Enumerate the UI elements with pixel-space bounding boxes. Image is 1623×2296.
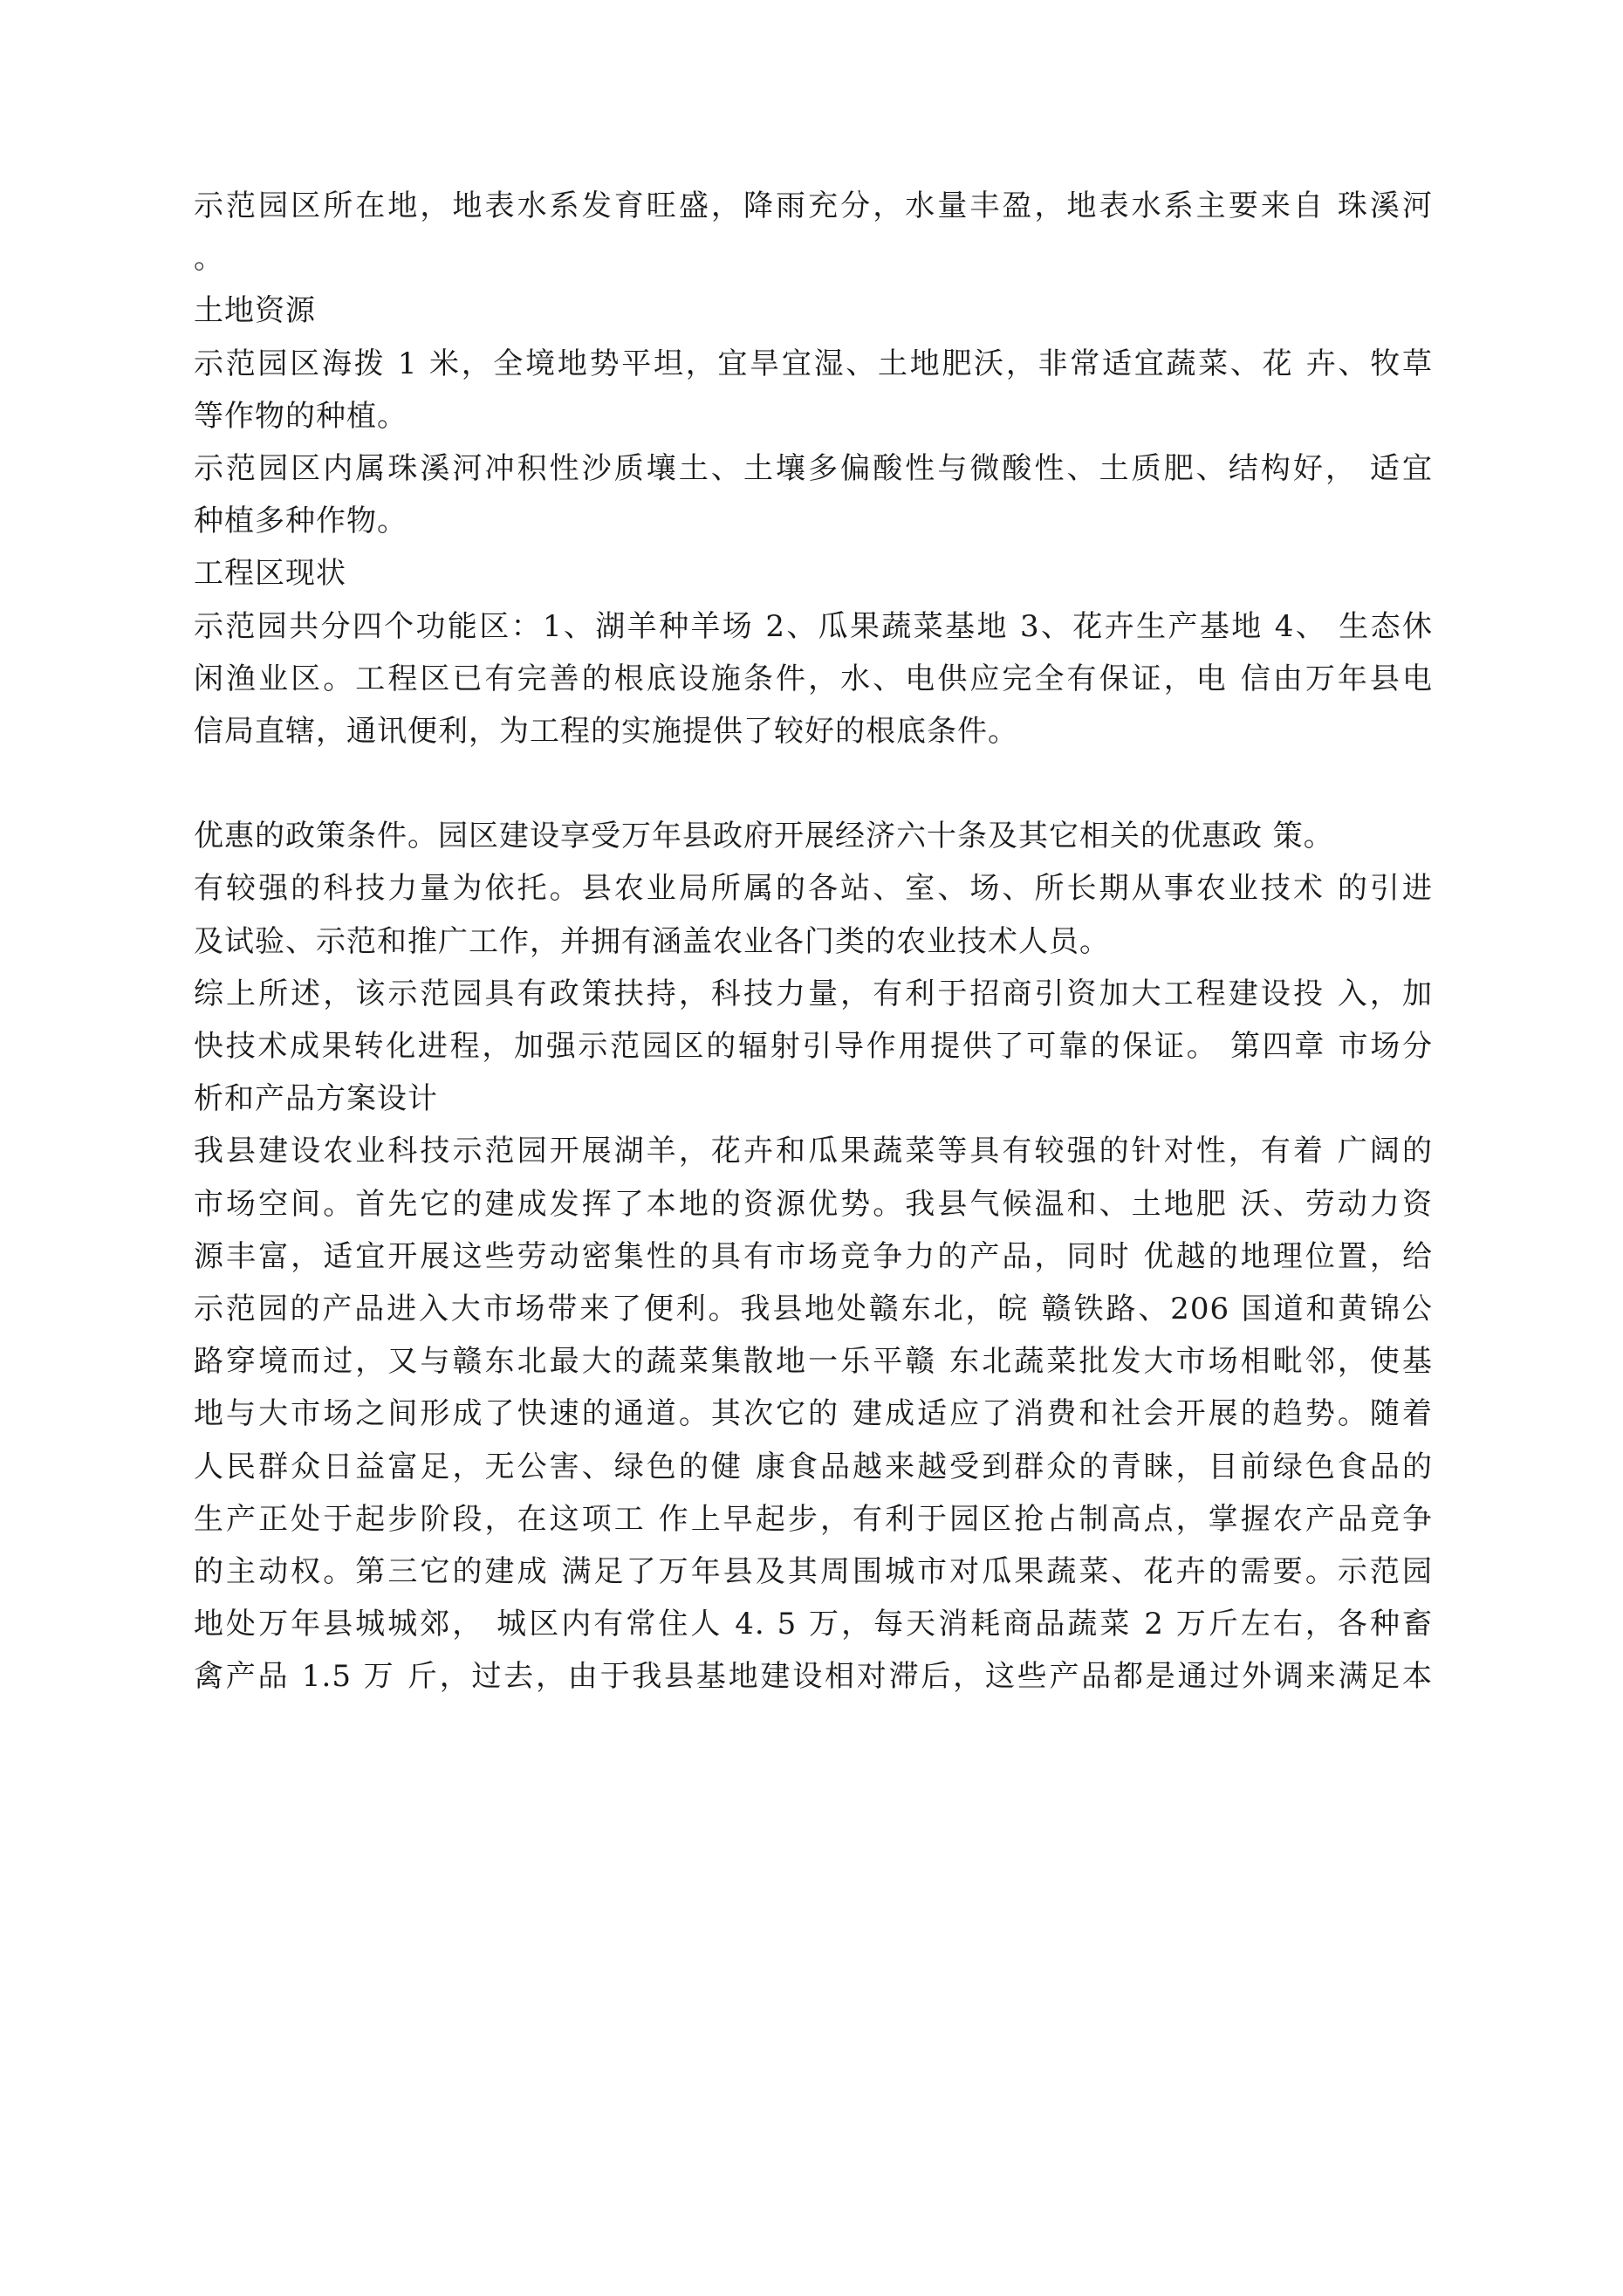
text-line: 源丰富，适宜开展这些劳动密集性的具有市场竞争力的产品，同时 优越的地理位置，给	[194, 1238, 1433, 1274]
text-line: 我县建设农业科技示范园开展湖羊，花卉和瓜果蔬菜等具有较强的针对性，有着 广阔的	[194, 1134, 1433, 1169]
text-line: 示范园的产品进入大市场带来了便利。我县地处赣东北，皖 赣铁路、206 国道和黄锦公	[194, 1291, 1433, 1326]
text-line: 示范园区海拨 1 米，全境地势平坦，宜旱宜湿、土地肥沃，非常适宜蔬菜、花 卉、牧草	[194, 346, 1433, 381]
text-line: 优惠的政策条件。园区建设享受万年县政府开展经济六十条及其它相关的优惠政 策。	[194, 819, 1334, 854]
text-line: 禽产品 1.5 万 斤，过去，由于我县基地建设相对滞后，这些产品都是通过外调来满足本	[194, 1659, 1433, 1695]
text-line: 种植多种作物。	[194, 504, 407, 539]
text-line: 及试验、示范和推广工作，并拥有涵盖农业各门类的农业技术人员。	[194, 923, 1110, 959]
text-line: 工程区现状	[194, 556, 346, 592]
text-line: 地处万年县城城郊， 城区内有常住人 4. 5 万，每天消耗商品蔬菜 2 万斤左右，各种畜	[194, 1607, 1433, 1642]
text-line: 市场空间。首先它的建成发挥了本地的资源优势。我县气候温和、土地肥 沃、劳动力资	[194, 1186, 1433, 1222]
text-line: 人民群众日益富足，无公害、绿色的健 康食品越来越受到群众的青睐，目前绿色食品的	[194, 1449, 1433, 1484]
text-line: 路穿境而过，又与赣东北最大的蔬菜集散地一乐平赣 东北蔬菜批发大市场相毗邻，使基	[194, 1344, 1433, 1380]
text-line: 析和产品方案设计	[194, 1081, 438, 1117]
text-line: 有较强的科技力量为依托。县农业局所属的各站、室、场、所长期从事农业技术 的引进	[194, 871, 1433, 907]
document-body	[194, 180, 1433, 1703]
text-line: 闲渔业区。工程区已有完善的根底设施条件，水、电供应完全有保证，电 信由万年县电	[194, 661, 1433, 696]
text-line: 示范园区内属珠溪河冲积性沙质壤土、土壤多偏酸性与微酸性、土质肥、结构好， 适宜	[194, 450, 1433, 486]
text-line: 综上所述，该示范园具有政策扶持，科技力量，有利于招商引资加大工程建设投 入，加	[194, 976, 1433, 1011]
text-line: 示范园区所在地，地表水系发育旺盛，降雨充分，水量丰盈，地表水系主要来自 珠溪河	[194, 188, 1433, 223]
text-line: 信局直辖，通讯便利，为工程的实施提供了较好的根底条件。	[194, 713, 1018, 749]
text-line: 土地资源	[194, 293, 316, 329]
text-line: 的主动权。第三它的建成 满足了万年县及其周围城市对瓜果蔬菜、花卉的需要。示范园	[194, 1553, 1433, 1589]
text-line: 地与大市场之间形成了快速的通道。其次它的 建成适应了消费和社会开展的趋势。随着	[194, 1396, 1433, 1432]
text-line: 示范园共分四个功能区：1、湖羊种羊场 2、瓜果蔬菜基地 3、花卉生产基地 4、 生态休	[194, 608, 1433, 644]
text-line: 。	[194, 241, 224, 277]
text-line: 等作物的种植。	[194, 398, 407, 434]
text-line: 快技术成果转化进程，加强示范园区的辐射引导作用提供了可靠的保证。 第四章 市场分	[194, 1029, 1433, 1064]
text-line: 生产正处于起步阶段，在这项工 作上早起步，有利于园区抢占制高点，掌握农产品竞争	[194, 1501, 1433, 1537]
paragraph-gap	[194, 757, 1433, 810]
